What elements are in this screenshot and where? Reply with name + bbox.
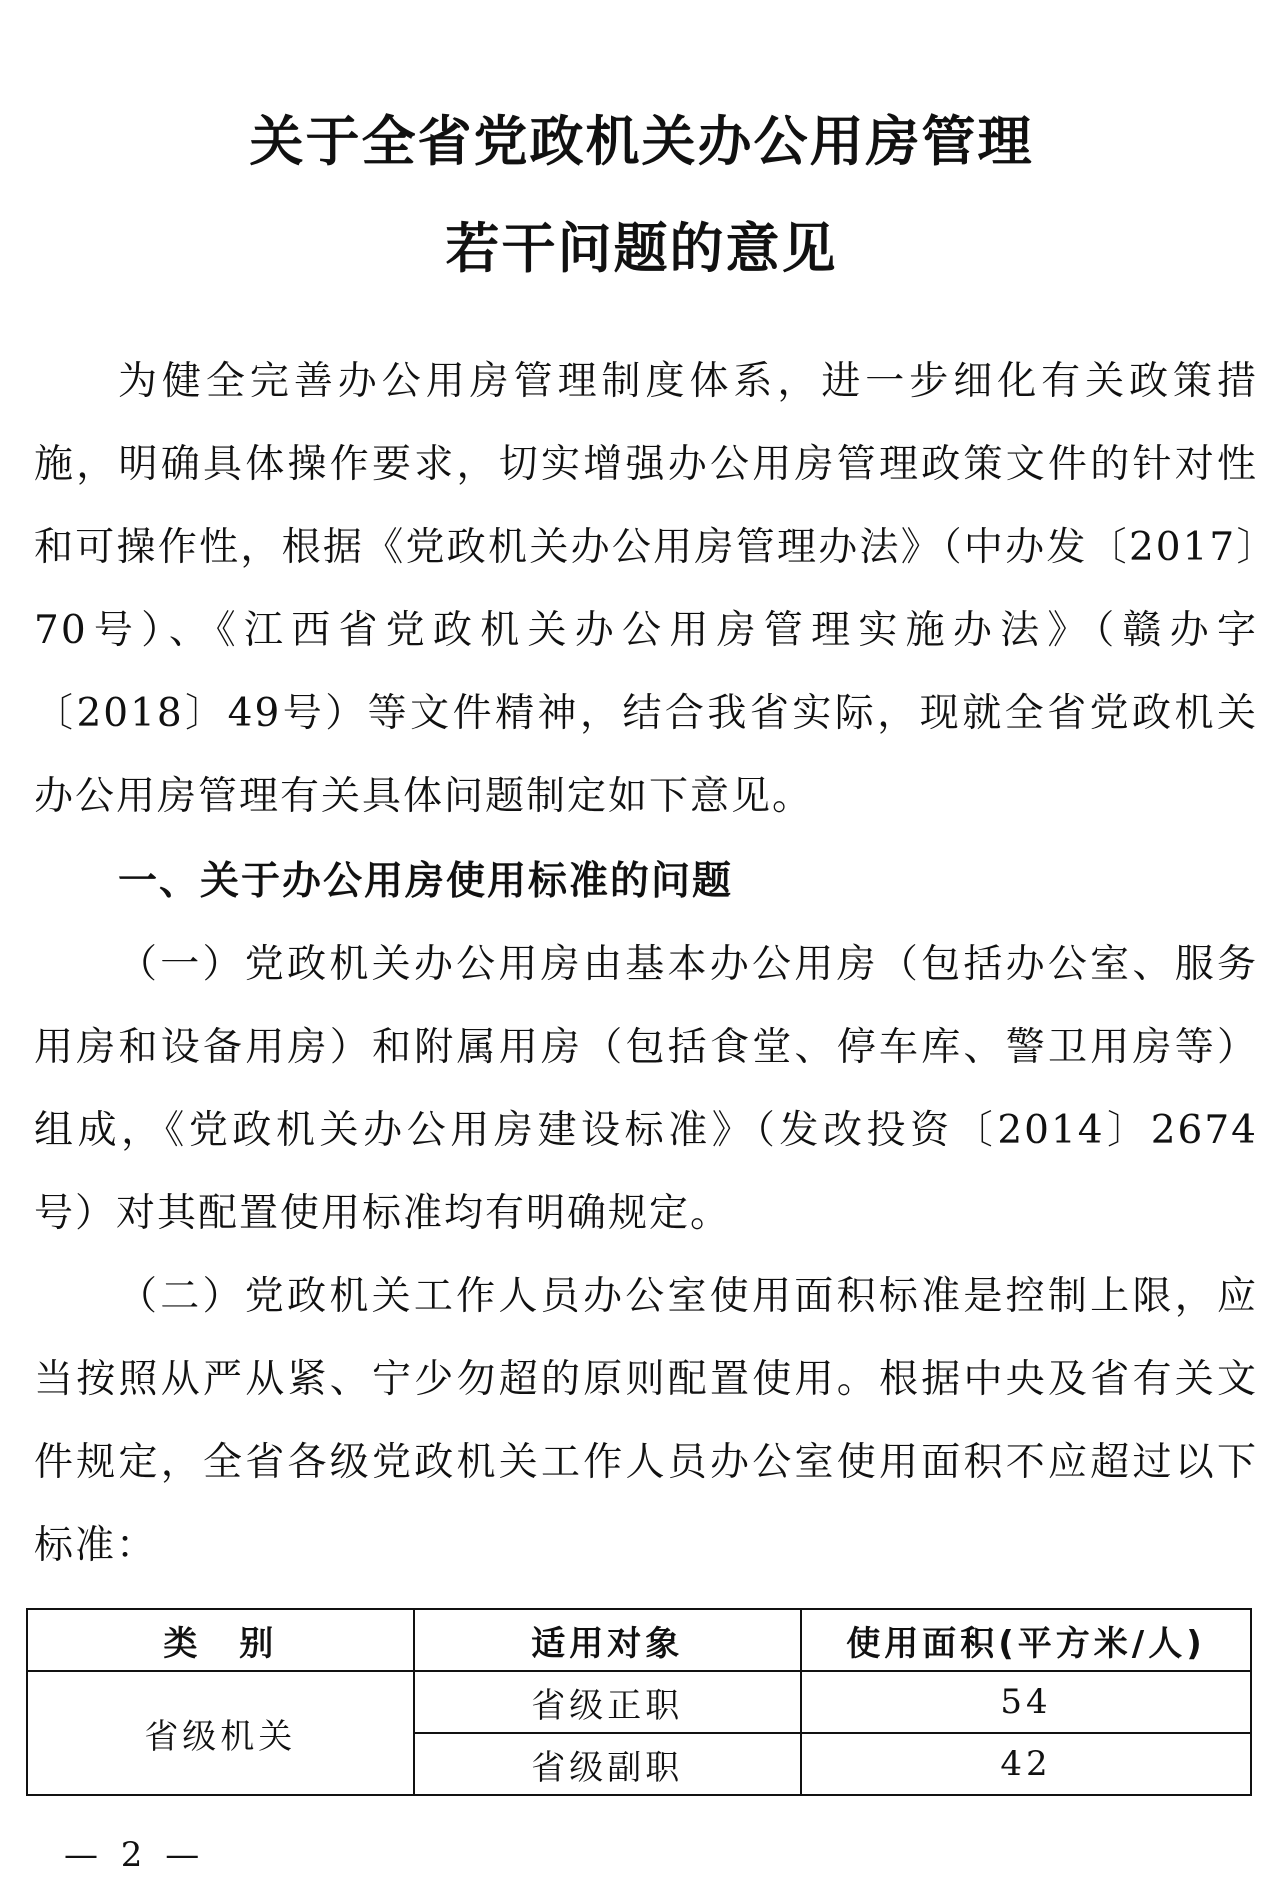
header-category: 类 别 xyxy=(27,1609,414,1671)
table-header-row xyxy=(27,1609,1251,1671)
document-title-line-2: 若干问题的意见 xyxy=(445,217,838,280)
row-area: 42 xyxy=(801,1733,1251,1795)
header-area: 使用面积(平方米/人) xyxy=(801,1609,1251,1671)
page-number: — 2 — xyxy=(64,1835,206,1875)
item-2-paragraph: （二）党政机关工作人员办公室使用面积标准是控制上限，应当按照从严从紧、宁少勿超的原则配置使用。根据中央及省有关文件规定，全省各级党政机关工作人员办公室使用面积不应超过以下标准： xyxy=(34,1274,1258,1568)
row-target: 省级副职 xyxy=(414,1733,801,1795)
row-category: 省级机关 xyxy=(27,1671,414,1795)
table-row xyxy=(27,1671,1251,1733)
office-area-standard-table xyxy=(26,1608,1252,1796)
intro-paragraph: 为健全完善办公用房管理制度体系，进一步细化有关政策措施，明确具体操作要求，切实增强办公用房管理政策文件的针对性和可操作性，根据《党政机关办公用房管理办法》（中办发〔2017〕70号）、《江西省党政机关办公用房管理实施办法》（赣办字〔2018〕49号）等文件精神，结合我省实际，现就全省党政机关办公用房管理有关具体问题制定如下意见。 xyxy=(34,359,1258,819)
row-area: 54 xyxy=(801,1671,1251,1733)
header-target: 适用对象 xyxy=(414,1609,801,1671)
section-1-heading: 一、关于办公用房使用标准的问题 xyxy=(118,859,734,904)
row-target: 省级正职 xyxy=(414,1671,801,1733)
document-title-line-1: 关于全省党政机关办公用房管理 xyxy=(249,110,1034,173)
item-1-paragraph: （一）党政机关办公用房由基本办公用房（包括办公室、服务用房和设备用房）和附属用房（包括食堂、停车库、警卫用房等）组成，《党政机关办公用房建设标准》（发改投资〔2014〕2674 号）对其配置使用标准均有明确规定。 xyxy=(34,942,1258,1236)
